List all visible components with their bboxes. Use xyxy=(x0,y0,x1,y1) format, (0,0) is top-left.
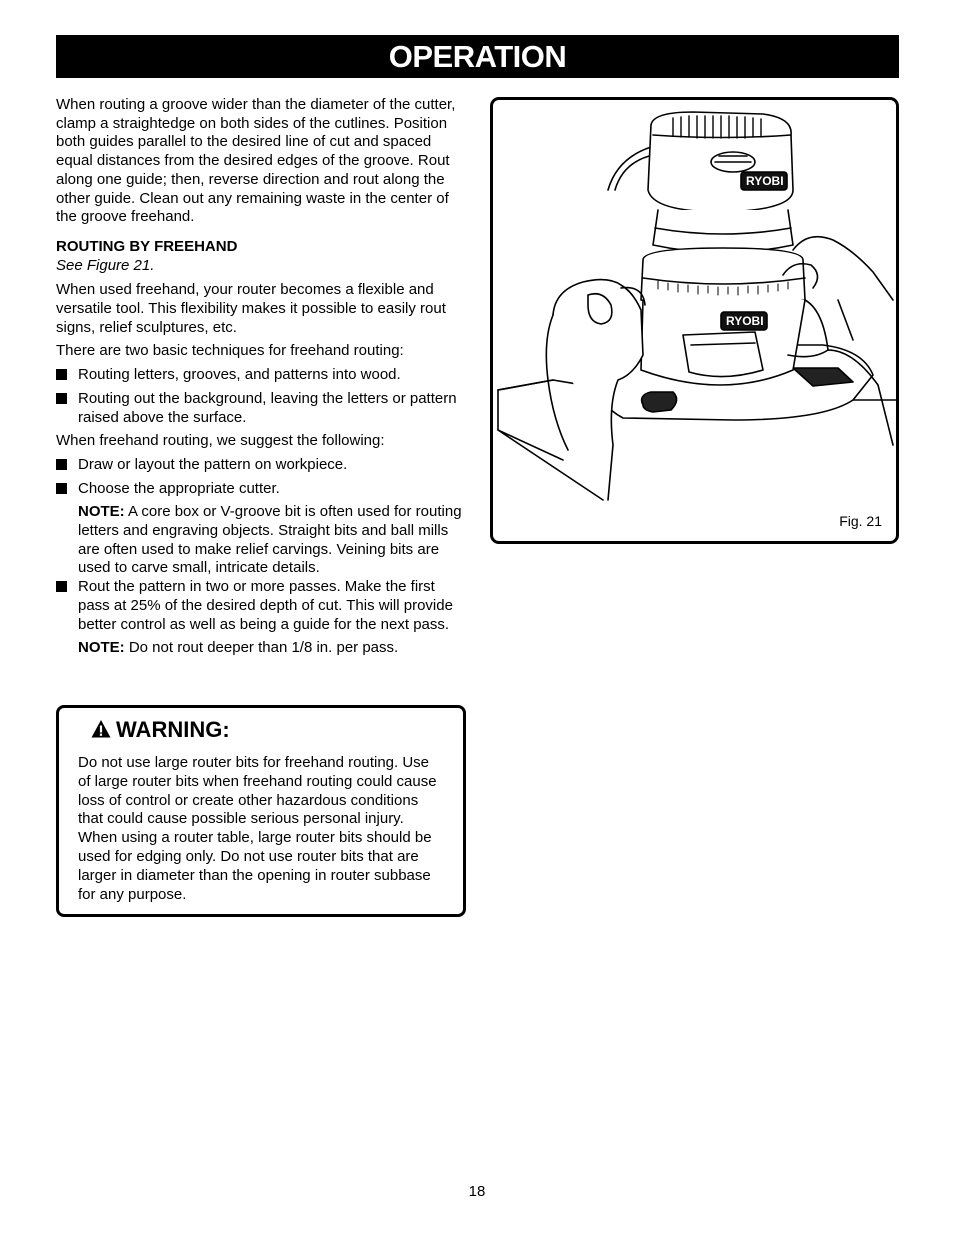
figure-21 xyxy=(490,97,899,544)
bullet-square-icon xyxy=(56,369,67,380)
main-text-column xyxy=(56,96,468,658)
section-heading: ROUTING BY FREEHAND xyxy=(56,237,238,255)
page-number: 18 xyxy=(468,1183,486,1200)
figure-reference: See Figure 21. xyxy=(56,256,155,274)
list-item: Routing out the background, leaving the letters or pattern raised above the surface. xyxy=(56,390,468,427)
bullet-square-icon xyxy=(56,393,67,404)
suggestions-list-continued xyxy=(56,578,468,634)
freehand-paragraph-3: When freehand routing, we suggest the following: xyxy=(56,432,385,450)
suggestions-list xyxy=(56,456,468,498)
bullet-square-icon xyxy=(56,581,67,592)
note-depth: NOTE: Do not rout deeper than 1/8 in. per pass. xyxy=(78,639,399,657)
intro-paragraph: When routing a groove wider than the diameter of the cutter, clamp a straightedge on both sides of the cutlines. Position both guides parallel to the desired line of cut and spaced equal distances from the desired edges of the groove. Rout along one guide; then, reverse direction and rout along the other guide. Clean out any remaining waste in the center of the groove freehand. xyxy=(56,96,456,226)
bullet-square-icon xyxy=(56,483,67,494)
list-item: Choose the appropriate cutter. xyxy=(56,480,468,499)
freehand-paragraph-2: There are two basic techniques for freehand routing: xyxy=(56,342,404,360)
brand-label-bottom: RYOBI xyxy=(726,314,764,328)
warning-box xyxy=(56,705,466,917)
page-title: OPERATION xyxy=(56,35,899,78)
figure-caption: Fig. 21 xyxy=(839,513,882,529)
brand-label-top: RYOBI xyxy=(746,174,784,188)
warning-title: WARNING: xyxy=(91,718,230,742)
techniques-list xyxy=(56,366,468,427)
router-illustration xyxy=(493,100,896,541)
bullet-square-icon xyxy=(56,459,67,470)
note-bits: NOTE: A core box or V-groove bit is often used for routing letters and engraving objects. Straight bits and ball mills are often used to make relief carvings. Veining bits are used to carve small, intricate details. xyxy=(78,503,462,577)
warning-text: Do not use large router bits for freehand routing. Use of large router bits when freehand routing could cause loss of control or create other hazardous conditions that could cause possible serious personal injury. When using a router table, large router bits should be used for edging only. Do not use router bits that are larger in diameter than the opening in router subbase for any purpose. xyxy=(78,754,437,903)
list-item: Draw or layout the pattern on workpiece. xyxy=(56,456,468,475)
list-item: Rout the pattern in two or more passes. Make the first pass at 25% of the desired depth of cut. This will provide better control as well as being a guide for the next pass. xyxy=(56,578,468,634)
warning-triangle-icon xyxy=(91,719,111,739)
freehand-paragraph-1: When used freehand, your router becomes a flexible and versatile tool. This flexibility makes it possible to easily rout signs, relief sculptures, etc. xyxy=(56,281,446,336)
list-item: Routing letters, grooves, and patterns into wood. xyxy=(56,366,468,385)
